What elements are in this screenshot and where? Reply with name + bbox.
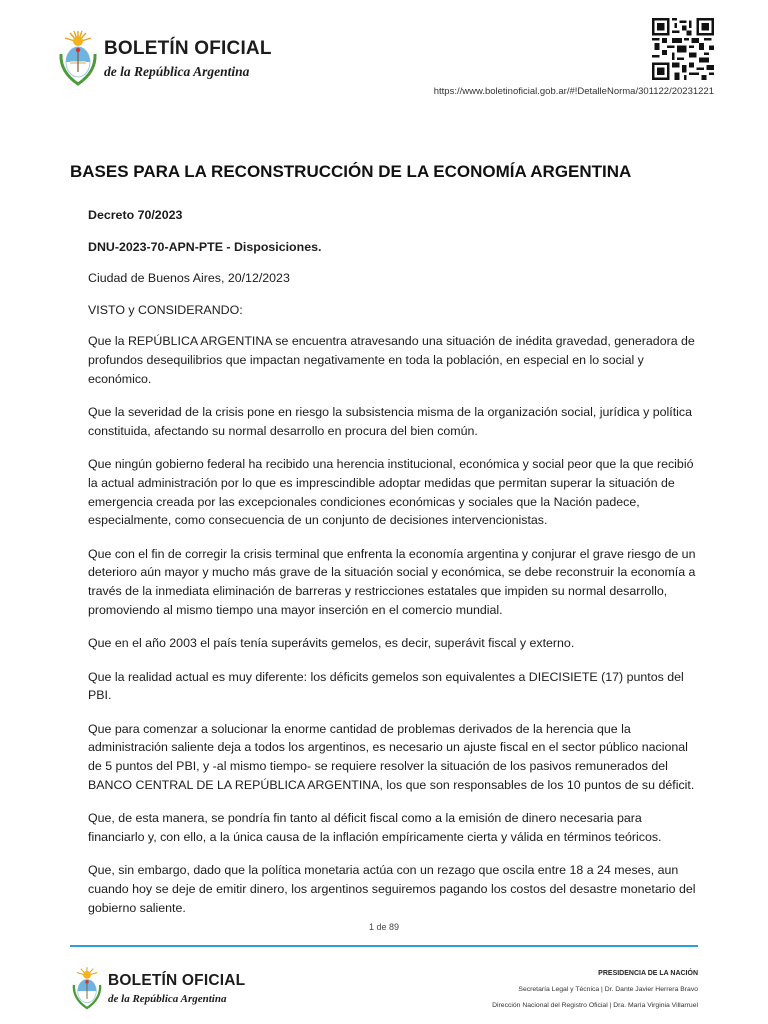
paragraph: Que la severidad de la crisis pone en riesgo la subsistencia misma de la organización social, jurídica y política constituida, afectando su normal desarrollo en procura del bien común. bbox=[88, 405, 693, 438]
footer-credits bbox=[492, 966, 698, 1014]
header-logo bbox=[56, 28, 272, 90]
decree-number: Decreto 70/2023 bbox=[88, 208, 183, 222]
brand-title: BOLETÍN OFICIAL bbox=[104, 38, 272, 59]
preamble: VISTO y CONSIDERANDO: bbox=[88, 302, 243, 317]
source-url[interactable]: https://www.boletinoficial.gob.ar/#!DetalleNorma/301122/20231221 bbox=[433, 86, 714, 97]
document-body bbox=[88, 206, 698, 932]
brand-subtitle: de la República Argentina bbox=[104, 64, 250, 79]
paragraph: Que con el fin de corregir la crisis terminal que enfrenta la economía argentina y conjurar el grave riesgo de un deterioro aún mayor y mucho más grave de la situación social y económica, se debe reconstruir la economía a través de la inmediata eliminación de barreras y restricciones estatales que impiden su normal desarrollo, promoviendo al mismo tiempo una mayor inserción en el comercio mundial. bbox=[88, 546, 696, 617]
paragraph: Que, de esta manera, se pondría fin tanto al déficit fiscal como a la emisión de dinero necesaria para financiarlo y, con ello, a la única causa de la inflación empíricamente cierta y válida en términos teóricos. bbox=[88, 811, 662, 844]
paragraph: Que, sin embargo, dado que la política monetaria actúa con un rezago que oscila entre 18 a 24 meses, aun cuando hoy se deje de emitir dinero, los argentinos seguiremos pagando los costos del desastre monetario del gobierno saliente. bbox=[88, 863, 696, 915]
dnu-identifier: DNU-2023-70-APN-PTE - Disposiciones. bbox=[88, 239, 322, 254]
footer-brand-title: BOLETÍN OFICIAL bbox=[108, 972, 246, 989]
document-title: BASES PARA LA RECONSTRUCCIÓN DE LA ECONOMÍA ARGENTINA bbox=[70, 162, 632, 181]
paragraph: Que en el año 2003 el país tenía superávits gemelos, es decir, superávit fiscal y externo. bbox=[88, 636, 575, 651]
footer-brand-subtitle: de la República Argentina bbox=[108, 993, 227, 1005]
footer-divider bbox=[70, 945, 698, 947]
paragraph: Que ningún gobierno federal ha recibido una herencia institucional, económica y social peor que la que recibió la actual administración por lo que es imprescindible adoptar medidas que permitan superar la situación de emergencia creada por las excepcionales condiciones económicas y sociales que la Nación padece, especialmente, como consecuencia de un conjunto de decisiones intervencionistas. bbox=[88, 457, 694, 528]
argentina-seal-icon bbox=[70, 964, 104, 1012]
page-number: 1 de 89 bbox=[368, 922, 400, 932]
qr-code-icon[interactable] bbox=[652, 18, 714, 80]
footer-office: PRESIDENCIA DE LA NACIÓN bbox=[598, 970, 698, 977]
footer-logo bbox=[70, 964, 250, 1014]
paragraph: Que la realidad actual es muy diferente: los déficits gemelos son equivalentes a DIECISIETE (17) puntos del PBI. bbox=[88, 669, 684, 703]
argentina-seal-icon bbox=[56, 28, 100, 88]
paragraph: Que la REPÚBLICA ARGENTINA se encuentra atravesando una situación de inédita gravedad, generadora de profundos desequilibrios que impactan negativamente en toda la población, en especial en lo social y económico. bbox=[88, 334, 695, 386]
footer-line-2: Dirección Nacional del Registro Oficial | Dra. María Virginia Villarruel bbox=[492, 1002, 698, 1009]
footer-line-1: Secretaría Legal y Técnica | Dr. Dante Javier Herrera Bravo bbox=[518, 986, 698, 993]
paragraph: Que para comenzar a solucionar la enorme cantidad de problemas derivados de la herencia que la administración saliente deja a todos los argentinos, es necesario un ajuste fiscal en el sector público nacional de 5 puntos del PBI, y -al mismo tiempo- se requiere resolver la situación de los pasivos remunerados del BANCO CENTRAL DE LA REPÚBLICA ARGENTINA, los que son responsables de los 10 puntos de su déficit. bbox=[88, 721, 695, 792]
place-date: Ciudad de Buenos Aires, 20/12/2023 bbox=[88, 271, 290, 286]
